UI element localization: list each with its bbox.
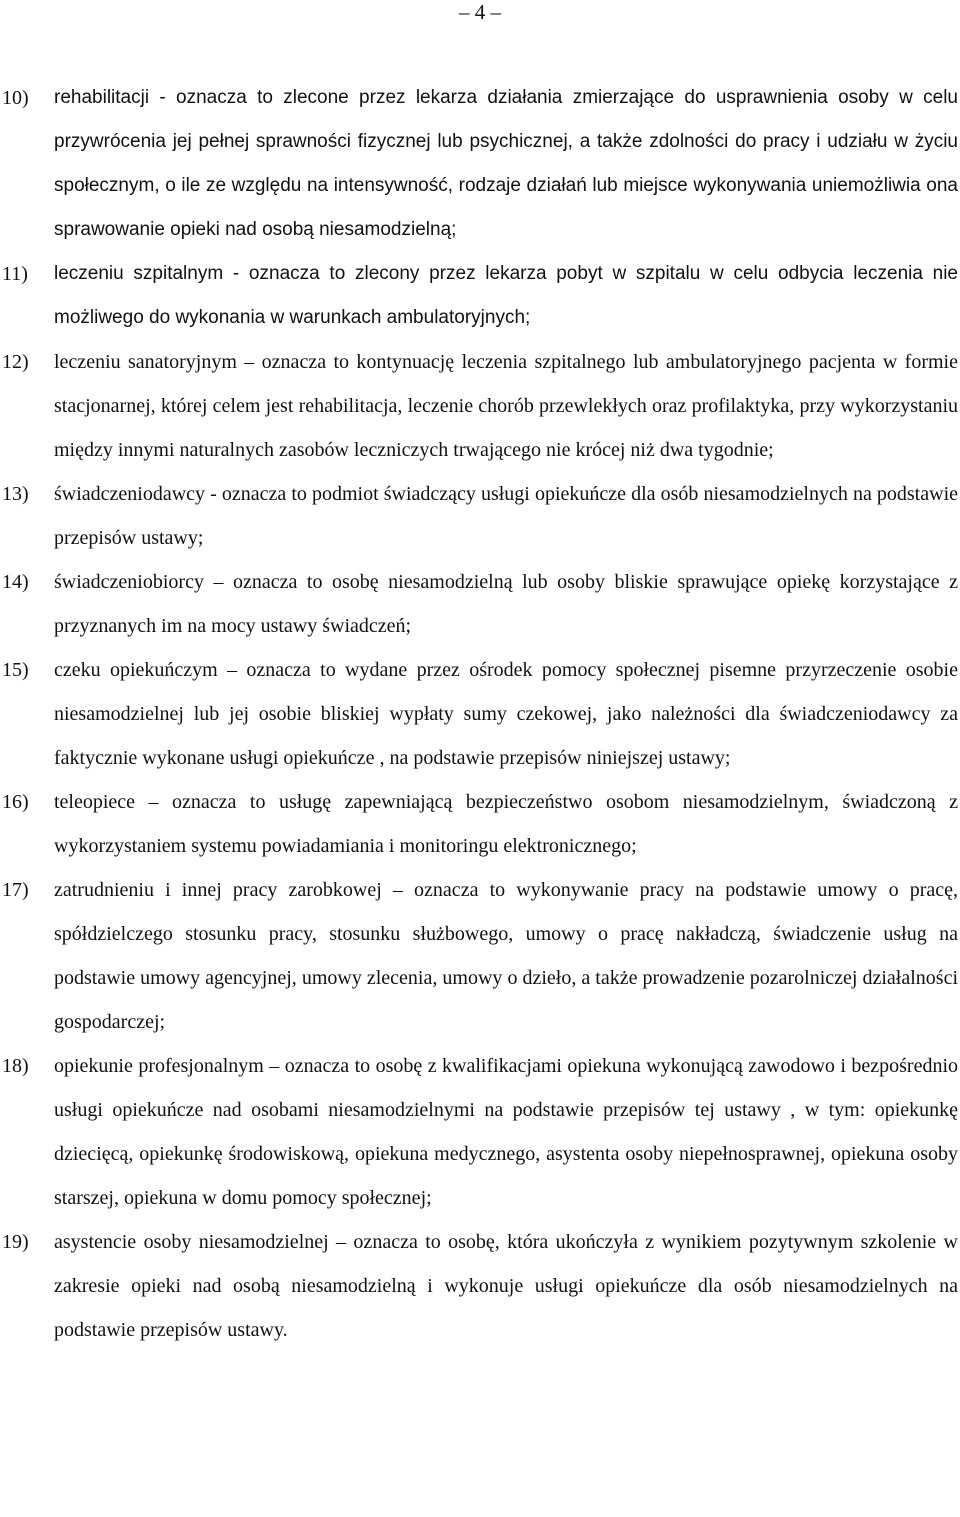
- definitions-list: [0, 76, 960, 1352]
- item-number: 19): [2, 1231, 29, 1253]
- definition-text: leczeniu szpitalnym - oznacza to zlecony przez lekarza pobyt w szpitalu w celu odbycia leczenia nie możliwego do wykonania w warunkach ambulatoryjnych;: [54, 263, 958, 328]
- definition-item: [0, 340, 960, 472]
- item-number: 15): [2, 659, 29, 681]
- page-number: – 4 –: [459, 0, 501, 24]
- definition-item: [0, 560, 960, 648]
- definition-item: [0, 252, 960, 340]
- definition-text: rehabilitacji - oznacza to zlecone przez lekarza działania zmierzające do usprawnienia osoby w celu przywrócenia jej pełnej sprawności fizycznej lub psychicznej, a także zdolności do pracy i udziału w życiu społecznym, o ile ze względu na intensywność, rodzaje działań lub miejsce wykonywania uniemożliwia ona sprawowanie opieki nad osobą niesamodzielną;: [54, 87, 958, 240]
- definition-text: świadczeniodawcy - oznacza to podmiot świadczący usługi opiekuńcze dla osób niesamodzielnych na podstawie przepisów ustawy;: [54, 483, 958, 549]
- item-number: 11): [2, 263, 28, 285]
- item-number: 16): [2, 791, 29, 813]
- item-number: 18): [2, 1055, 29, 1077]
- definition-text: teleopiece – oznacza to usługę zapewniającą bezpieczeństwo osobom niesamodzielnym, świadczoną z wykorzystaniem systemu powiadamiania i monitoringu elektronicznego;: [54, 791, 958, 857]
- definition-text: świadczeniobiorcy – oznacza to osobę niesamodzielną lub osoby bliskie sprawujące opiekę korzystające z przyznanych im na mocy ustawy świadczeń;: [54, 571, 958, 637]
- item-number: 13): [2, 483, 29, 505]
- definition-text: zatrudnieniu i innej pracy zarobkowej – oznacza to wykonywanie pracy na podstawie umowy o pracę, spółdzielczego stosunku pracy, stosunku służbowego, umowy o pracę nakładczą, świadczenie usług na podstawie umowy agencyjnej, umowy zlecenia, umowy o dzieło, a także prowadzenie pozarolniczej działalności gospodarczej;: [54, 879, 958, 1033]
- item-number: 10): [2, 87, 29, 109]
- item-number: 12): [2, 351, 29, 373]
- definition-item: [0, 648, 960, 780]
- item-number: 17): [2, 879, 29, 901]
- definition-item: [0, 76, 960, 252]
- definition-text: asystencie osoby niesamodzielnej – oznacza to osobę, która ukończyła z wynikiem pozytywnym szkolenie w zakresie opieki nad osobą niesamodzielną i wykonuje usługi opiekuńcze dla osób niesamodzielnych na podstawie przepisów ustawy.: [54, 1231, 958, 1341]
- definition-text: czeku opiekuńczym – oznacza to wydane przez ośrodek pomocy społecznej pisemne przyrzeczenie osobie niesamodzielnej lub jej osobie bliskiej wypłaty sumy czekowej, jako należności dla świadczeniodawcy za faktycznie wykonane usługi opiekuńcze , na podstawie przepisów niniejszej ustawy;: [54, 659, 958, 769]
- definition-item: [0, 472, 960, 560]
- definition-text: leczeniu sanatoryjnym – oznacza to kontynuację leczenia szpitalnego lub ambulatoryjnego pacjenta w formie stacjonarnej, której celem jest rehabilitacja, leczenie chorób przewlekłych oraz profilaktyka, przy wykorzystaniu między innymi naturalnych zasobów leczniczych trwającego nie krócej niż dwa tygodnie;: [54, 351, 958, 461]
- definition-item: [0, 868, 960, 1044]
- item-number: 14): [2, 571, 29, 593]
- definition-item: [0, 1044, 960, 1220]
- definition-item: [0, 780, 960, 868]
- definition-text: opiekunie profesjonalnym – oznacza to osobę z kwalifikacjami opiekuna wykonującą zawodowo i bezpośrednio usługi opiekuńcze nad osobami niesamodzielnymi na podstawie przepisów tej ustawy , w tym: opiekunkę dziecięcą, opiekunkę środowiskową, opiekuna medycznego, asystenta osoby niepełnosprawnej, opiekuna osoby starszej, opiekuna w domu pomocy społecznej;: [54, 1055, 958, 1209]
- definition-item: [0, 1220, 960, 1352]
